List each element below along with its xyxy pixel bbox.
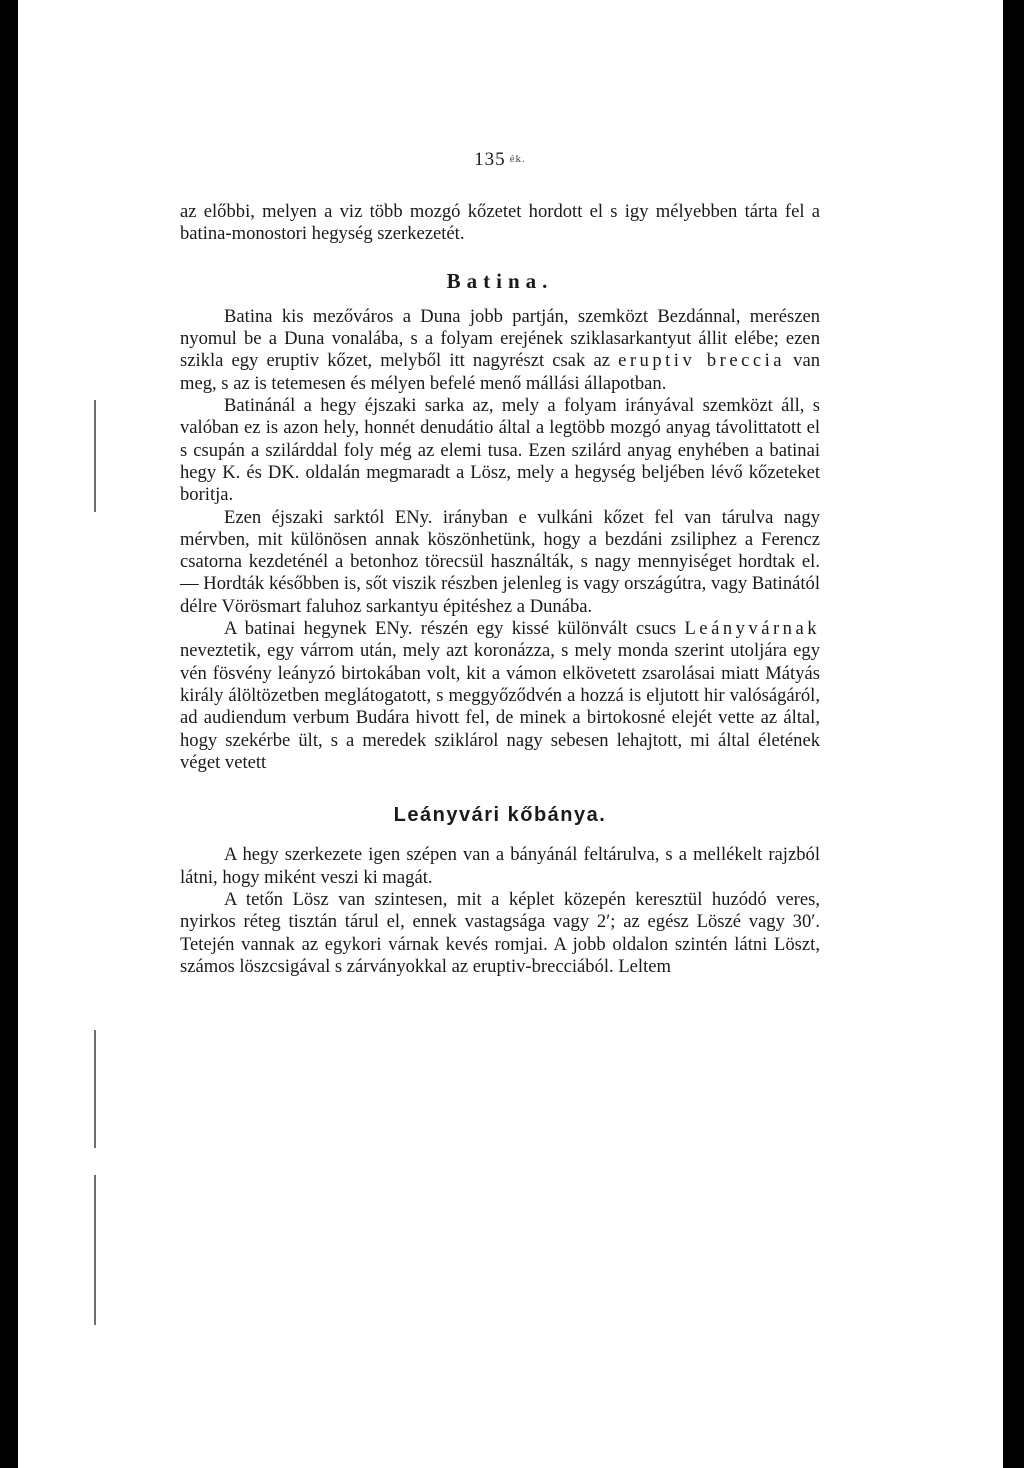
intro-paragraph: az előbbi, melyen a viz több mozgó kőzetet hordott el s igy mélyebben tárta fel a batina-monostori hegység szerkezetét. (180, 201, 820, 245)
paragraph-quarry-1: A hegy szerkezete igen szépen van a bányánál feltárulva, s a mellékelt rajzból látni, hogy miként veszi ki magát. (180, 844, 820, 888)
paragraph-text: A batinai hegynek ENy. részén egy kissé különvált csucs (224, 618, 685, 640)
page-text (180, 148, 820, 978)
page-number-line (180, 148, 820, 171)
page-number-annotation: ék. (509, 153, 526, 165)
paragraph-text: Batina kis mezőváros a Duna jobb partján, szemközt Bezdánnal, merészen nyomul be a Duna vonalába, s a folyam erejének sziklasarkantyut állit elébe; ezen szikla egy eruptiv kőzet, melyből itt nagyrészt csak az (180, 305, 820, 372)
margin-line (94, 1175, 96, 1325)
section-heading-leanyvari: Leányvári kőbánya. (393, 804, 607, 827)
paragraph-text: van meg, s az is tetemesen és mélyen befelé menő mállási állapotban. (180, 350, 820, 394)
paragraph-batina-2: Batinánál a hegy éjszaki sarka az, mely a folyam irányával szemközt áll, s valóban ez is azon hely, honnét denudátio által a legtöbb mozgó anyag távolittatott el s csupán a szilárddal foly még az elemi tusa. Ezen szilárd anyag enyhében a batinai hegy K. és DK. oldalán megmaradt a Lösz, mely a hegység beljében lévő kőzeteket boritja. (180, 395, 820, 506)
page-number: 135 (474, 149, 506, 170)
paragraph-batina-4 (180, 618, 820, 774)
paragraph-batina-3: Ezen éjszaki sarktól ENy. irányban e vulkáni kőzet fel van tárulva nagy mérvben, mit különösen annak köszönhetünk, hogy a bezdáni zsiliphez a Ferencz csatorna kezdeténél a betonhoz törecsül használták, s nagy mennyiséget hordtak el. — Hordták későbben is, sőt viszik részben jelenleg is vagy országútra, vagy Batinától délre Vörösmart faluhoz sarkantyu épitéshez a Dunába. (180, 506, 820, 617)
paragraph-text: neveztetik, egy várrom után, mely azt koronázza, s mely monda szerint utoljára egy vén fösvény leányzó birtokában volt, kit a vámon elkövetett zsarolásai miatt Mátyás király álöltözetben meglátogatott, s meggyőződvén a hozzá is eljutott hir valóságáról, ad audiendum verbum Budára hivott fel, de minek a birtokosné elejét vette az által, hogy szekérbe ült, s a meredek sziklárol nagy sebesen lehajtott, mi által életének véget vetett (180, 640, 820, 773)
paragraph-batina-1 (180, 306, 820, 395)
spaced-term: Leányvárnak (684, 618, 820, 640)
spaced-term: eruptiv breccia (618, 350, 786, 372)
paragraph-quarry-2: A tetőn Lösz van szintesen, mit a képlet közepén keresztül huzódó veres, nyirkos réteg tisztán tárul el, ennek vastagsága vagy 2′; az egész Löszé vagy 30′. Tetején vannak az egykori várnak kevés romjai. A jobb oldalon szintén látni Löszt, számos löszcsigával s zárványokkal az eruptiv-brecciából. Leltem (180, 889, 820, 977)
section-heading-batina: Batina. (446, 268, 554, 293)
margin-line (94, 400, 96, 512)
margin-line (94, 1030, 96, 1148)
